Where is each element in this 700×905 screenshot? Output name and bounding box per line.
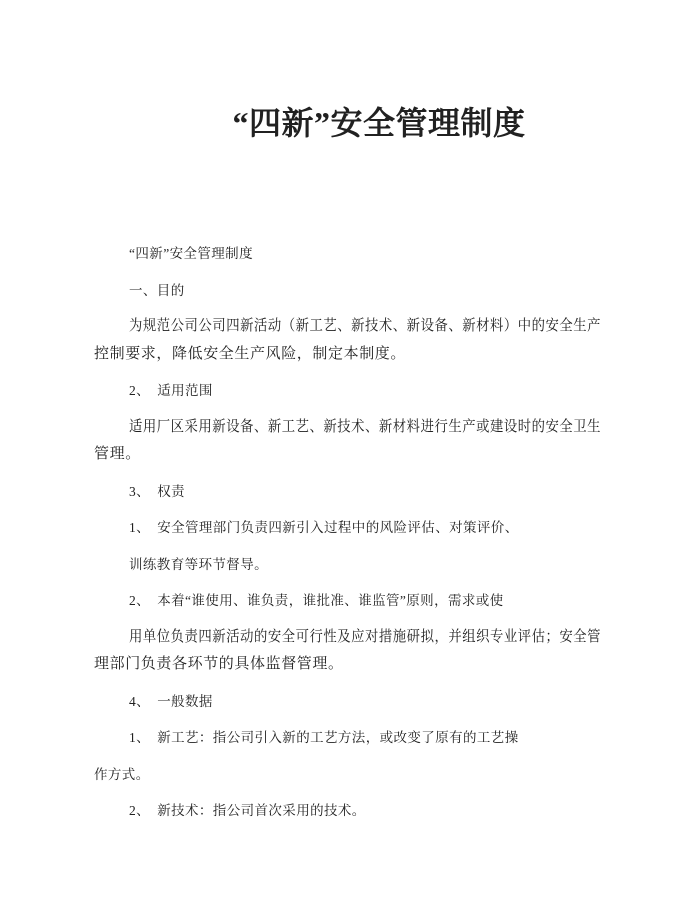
text-line-content: 训练教育等环节督导。 xyxy=(129,556,268,572)
text-line xyxy=(94,514,606,542)
paragraph xyxy=(94,478,606,506)
text-line-content: 2、 新技术：指公司首次采用的技术。 xyxy=(129,803,366,818)
text-line xyxy=(94,651,606,679)
paragraph xyxy=(94,724,606,752)
paragraph xyxy=(94,414,606,469)
text-line-content: 3、 权责 xyxy=(129,483,185,499)
text-line xyxy=(94,441,606,469)
text-line-content: 管理。 xyxy=(94,446,141,462)
text-line-content: 适用厂区采用新设备、新工艺、新技术、新材料进行生产或建设时的安全卫生 xyxy=(129,418,602,435)
text-line xyxy=(94,478,606,506)
paragraph xyxy=(94,551,606,579)
text-line xyxy=(94,377,606,405)
paragraph xyxy=(94,688,606,716)
text-line xyxy=(94,240,606,268)
paragraph xyxy=(94,277,606,305)
paragraph xyxy=(94,313,606,368)
document-title: “四新”安全管理制度 xyxy=(232,105,526,141)
text-line xyxy=(94,551,606,579)
text-line-content: 4、 一般数据 xyxy=(129,693,213,709)
paragraph xyxy=(94,587,606,615)
text-line xyxy=(94,414,606,442)
text-line-content: 用单位负责四新活动的安全可行性及应对措施研拟，并组织专业评估；安全管 xyxy=(129,628,602,645)
text-line-content: 理部门负责各环节的具体监督管理。 xyxy=(94,656,344,672)
text-line-content: 2、 本着“谁使用、谁负责，谁批准、谁监管”原则，需求或使 xyxy=(129,593,504,608)
text-line xyxy=(94,277,606,305)
text-line xyxy=(94,688,606,716)
text-line xyxy=(94,761,606,789)
text-line xyxy=(94,341,606,369)
text-line xyxy=(94,587,606,615)
paragraph xyxy=(94,797,606,825)
paragraph xyxy=(94,514,606,542)
text-line xyxy=(94,313,606,341)
paragraph xyxy=(94,624,606,679)
paragraph xyxy=(94,761,606,789)
text-line-content: 一、目的 xyxy=(129,282,185,298)
text-line-content: 为规范公司公司四新活动（新工艺、新技术、新设备、新材料）中的安全生产 xyxy=(129,318,602,334)
text-line-content: 1、 新工艺：指公司引入新的工艺方法，或改变了原有的工艺操 xyxy=(129,730,519,745)
text-line-content: 控制要求，降低安全生产风险，制定本制度。 xyxy=(94,345,407,362)
text-line xyxy=(94,724,606,752)
text-line-content: 作方式。 xyxy=(94,766,150,782)
paragraph xyxy=(94,377,606,405)
document-body xyxy=(94,240,606,834)
text-line-content: “四新”安全管理制度 xyxy=(129,246,253,261)
text-line xyxy=(94,797,606,825)
text-line-content: 1、 安全管理部门负责四新引入过程中的风险评估、对策评价、 xyxy=(129,520,519,535)
paragraph xyxy=(94,240,606,268)
text-line xyxy=(94,624,606,652)
text-line-content: 2、 适用范围 xyxy=(129,383,213,398)
